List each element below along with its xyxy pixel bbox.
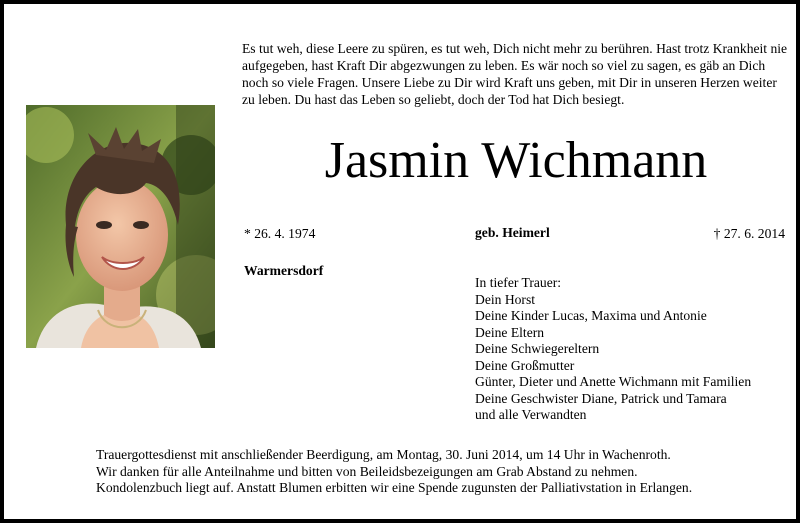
footer-notice (96, 447, 796, 497)
mourner-line: Deine Schwiegereltern (475, 341, 600, 356)
portrait-photo-image (26, 105, 215, 348)
funeral-service-info: Trauergottesdienst mit anschließender Beerdigung, am Montag, 30. Juni 2014, um 14 Uhr in Wachenroth. (96, 447, 671, 462)
mourner-line: Deine Kinder Lucas, Maxima und Antonie (475, 308, 707, 323)
mourners-list (475, 275, 751, 424)
thanks-note: Wir danken für alle Anteilnahme und bitten von Beileidsbezeigungen am Grab Abstand zu nehmen. (96, 463, 638, 479)
mourner-line: Deine Eltern (475, 324, 545, 340)
maiden-name: geb. Heimerl (475, 225, 550, 240)
mourner-line: und alle Verwandten (475, 407, 587, 422)
poem-text: Es tut weh, diese Leere zu spüren, es tut weh, Dich nicht mehr zu berühren. Hast trotz Krankheit nie aufgegeben, hast Kraft Dir abgezwungen zu leben. Es wär noch so viel zu sagen, es gäb an Dich noch so viele Fragen. Unsere Liebe zu Dir wird Kraft uns geben, mit Dir in unseren Herzen weiter zu leben. Du hast das Leben so geliebt, doch der Tod hat Dich besiegt. (242, 41, 788, 107)
mourner-line: Günter, Dieter und Anette Wichmann mit Familien (475, 374, 752, 389)
mourner-line: Dein Horst (475, 291, 536, 307)
portrait-photo (26, 105, 215, 348)
place-name: Warmersdorf (244, 263, 324, 278)
birth-date: * 26. 4. 1974 (244, 226, 316, 241)
mourner-line: Deine Geschwister Diane, Patrick und Tamara (475, 390, 727, 406)
mourners-heading: In tiefer Trauer: (475, 275, 562, 290)
deceased-name: Jasmin Wichmann (324, 132, 708, 189)
donation-note: Kondolenzbuch liegt auf. Anstatt Blumen erbitten wir eine Spende zugunsten der Palliativstation in Erlangen. (96, 480, 693, 495)
death-date: † 27. 6. 2014 (713, 226, 785, 241)
mourner-line: Deine Großmutter (475, 357, 575, 373)
